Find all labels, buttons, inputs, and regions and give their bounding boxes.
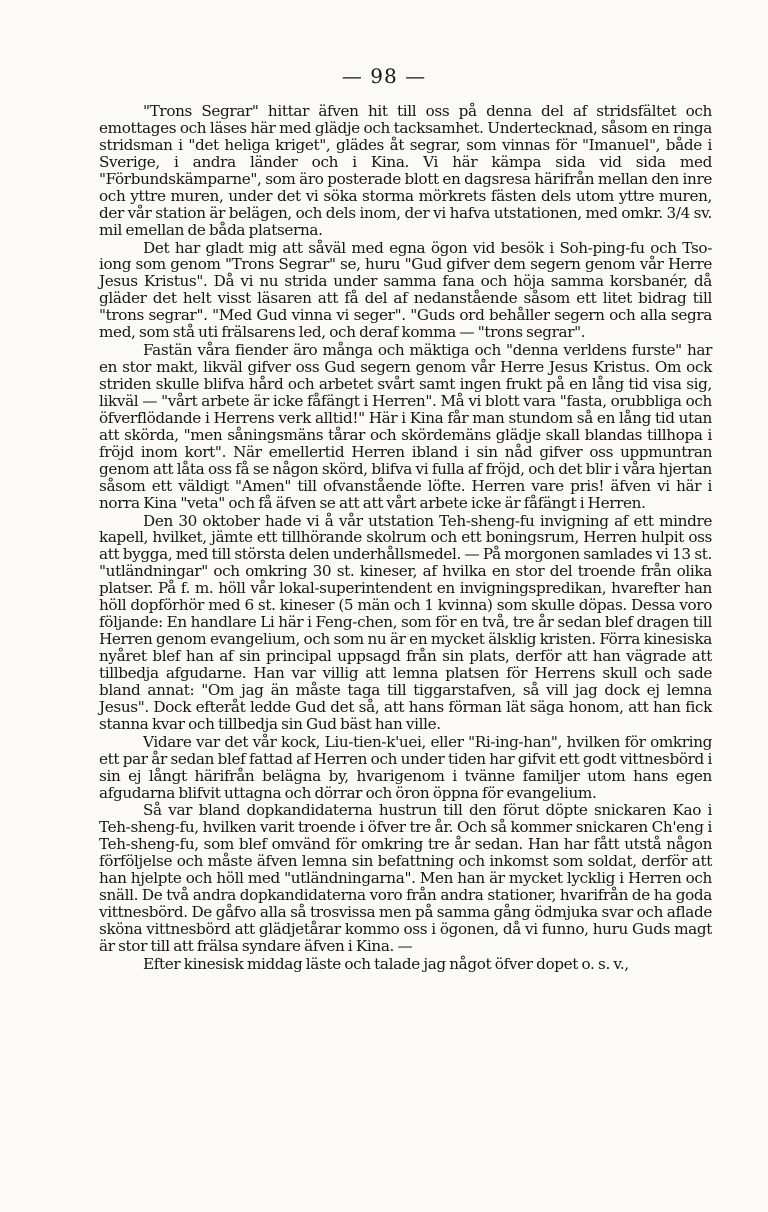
paragraph-dopkandidater: Så var bland dopkandidaterna hustrun till den förut döpte snickaren Kao i Teh-sheng-fu, hvilken varit troende i öfver tre år. Och så kommer snickaren Ch'eng i Teh-sheng-fu, som blef omvänd för omkring tre år sedan. Han har fått utstå någon förföljelse och måste äfven lemna sin befattning och inkomst som soldat, derför att han hjelpte och höll med "utländningarna". Men han är mycket lycklig i Herren och snäll. De två andra dopkandidaterna voro från andra stationer, hvarifrån de ha goda vittnesbörd. De gåfvo alla så trosvissa men på samma gång ödmjuka svar och aflade sköna vittnesbörd att glädjetårar kommo oss i ögonen, då vi funno, huru Guds magt är stor till att frälsa syndare äfven i Kina. — [99,801,712,955]
paragraph-fiender: Fastän våra fiender äro många och mäktiga och "denna verldens furste" har en stor makt, likväl gifver oss Gud segern genom vår Herre Jesus Kristus. Om ock striden skulle blifva hård och arbetet svårt samt ingen frukt på en lång tid visa sig, likväl — "vårt arbete är icke fåfängt i Herren". Må vi blott vara "fasta, orubbliga och öfverflödande i Herrens verk alltid!" Här i Kina får man stundom så en lång tid utan att skörda, "men såningsmäns tårar och skördemäns glädje skall blandas tillhopa i fröjd inom kort". När emellertid Herren ibland i sin nåd gifver oss uppmuntran genom att låta oss få se någon skörd, blifva vi fulla af fröjd, och det blir i våra hjertan såsom ett väldigt "Amen" till ofvanstående löfte. Herren vare pris! äfven vi här i norra Kina "veta" och få äfven se att att vårt arbete icke är fåfängt i Herren. [99,341,712,512]
paragraph-oktober: Den 30 oktober hade vi å vår utstation Teh-sheng-fu invigning af ett mindre kapell, hvilket, jämte ett tillhörande skolrum och ett boningsrum, Herren hulpit oss att bygga, med till största delen underhållsmedel. — På morgonen samlades vi 13 st. "utländningar" och omkring 30 st. kineser, af hvilka en stor del troende från olika platser. På f. m. höll vår lokal-superintendent en invigningspredikan, hvarefter han höll dopförhör med 6 st. kineser (5 män och 1 kvinna) som skulle döpas. Dessa voro följande: En handlare Li här i Feng-chen, som för en två, tre år sedan blef dragen till Herren genom evangelium, och som nu är en mycket älsklig kristen. Förra kinesiska nyåret blef han af sin principal uppsagd från sin plats, derför att han vägrade att tillbedja afgudarne. Han var villig att lemna platsen för Herrens skull och sade bland annat: "Om jag än måste taga till tiggarstafven, så vill jag dock ej lemna Jesus". Dock efteråt ledde Gud det så, att hans förman lät säga honom, att han fick stanna kvar och tillbedja sin Gud bäst han ville. [99,511,712,733]
page-number: — 98 — [341,64,427,88]
body-text [99,103,712,973]
paragraph-trons-segrar: "Trons Segrar" hittar äfven hit till oss på denna del af stridsfältet och emottages och läses här med glädje och tacksamhet. Undertecknad, såsom en ringa stridsman i "det heliga kriget", glädes åt segrar, som vinnas för "Imanuel", både i Sverige, i andra länder och i Kina. Vi här kämpa sida vid sida med "Förbundskämparne", som äro posterade blott en dagsresa härifrån mellan den inre och yttre muren, under det vi söka storma mörkrets fästen dels utom yttre muren, der vår station är belägen, och dels inom, der vi hafva utstationen, med omkr. 3/4 sv. mil emellan de båda platserna. [99,102,712,239]
paragraph-soh-ping-fu: Det har gladt mig att såväl med egna ögon vid besök i Soh-ping-fu och Tso-iong som genom "Trons Segrar" se, huru "Gud gifver dem segern genom vår Herre Jesus Kristus". Då vi nu strida under samma fana och höja samma korsbanér, då gläder det helt visst läsaren att få del af nedanstående såsom ett litet bidrag till "trons segrar". "Med Gud vinna vi seger". "Guds ord behåller segern och alla segra med, som stå uti frälsarens led, och deraf komma — "trons segrar". [99,238,712,342]
paragraph-kock: Vidare var det vår kock, Liu-tien-k'uei, eller "Ri-ing-han", hvilken för omkring ett par år sedan blef fattad af Herren och under tiden har gifvit ett godt vittnesbörd i sin ej långt härifrån belägna by, hvarigenom i tvänne familjer utom hans egen afgudarna blifvit uttagna och dörrar och öron öppna för evangelium. [99,732,712,802]
paragraph-middag: Efter kinesisk middag läste och talade jag något öfver dopet o. s. v., [143,954,629,973]
